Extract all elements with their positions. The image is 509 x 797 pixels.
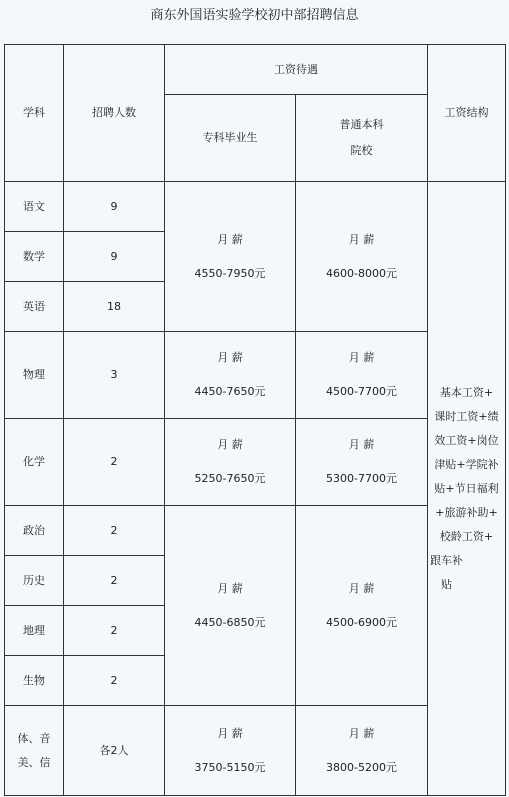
salary-label: 月 薪 (217, 232, 243, 246)
header-zhuanke: 专科毕业生 (165, 95, 296, 182)
subject-cell: 英语 (5, 282, 64, 332)
subject-cell: 生物 (5, 656, 64, 706)
salary-range: 3800-5200元 (326, 760, 397, 774)
salary-cell-zhuanke (165, 419, 296, 506)
salary-cell-benke (296, 506, 428, 706)
structure-line: 课时工资+绩 (434, 409, 499, 423)
count-cell: 9 (64, 232, 165, 282)
header-benke (296, 95, 428, 182)
count-cell: 2 (64, 656, 165, 706)
salary-range: 5300-7700元 (326, 472, 397, 485)
structure-line: 校龄工资+ (439, 529, 494, 543)
salary-range: 4450-6850元 (194, 615, 266, 629)
header-salary-group: 工资待遇 (165, 45, 428, 95)
subject-cell: 物理 (5, 332, 64, 419)
salary-range: 4500-7700元 (326, 385, 397, 398)
count-cell: 9 (64, 182, 165, 232)
subject-line2: 美、信 (17, 755, 51, 769)
subject-line1: 体、音 (17, 731, 51, 745)
table-row (5, 182, 506, 232)
count-cell: 3 (64, 332, 165, 419)
header-benke-line1: 普通本科 (339, 118, 384, 131)
salary-label: 月 薪 (217, 581, 243, 595)
structure-line: 津贴+学院补 (434, 457, 499, 471)
structure-cell (428, 182, 506, 796)
subject-cell: 语文 (5, 182, 64, 232)
subject-cell: 数学 (5, 232, 64, 282)
count-cell: 2 (64, 419, 165, 506)
salary-label: 月 薪 (217, 726, 243, 740)
salary-label: 月 薪 (348, 232, 375, 246)
salary-range: 4550-7950元 (194, 266, 266, 280)
salary-cell-zhuanke (165, 706, 296, 796)
salary-cell-benke (296, 419, 428, 506)
salary-label: 月 薪 (348, 351, 375, 364)
salary-cell-benke (296, 182, 428, 332)
header-benke-line2: 院校 (350, 144, 373, 157)
salary-label: 月 薪 (348, 726, 375, 740)
count-cell: 2 (64, 506, 165, 556)
salary-cell-zhuanke (165, 182, 296, 332)
structure-line: 跟车补贴 (430, 553, 463, 591)
header-structure: 工资结构 (428, 45, 506, 182)
subject-cell: 历史 (5, 556, 64, 606)
salary-cell-benke (296, 706, 428, 796)
salary-range: 4450-7650元 (194, 385, 266, 398)
salary-label: 月 薪 (217, 438, 243, 451)
subject-cell: 政治 (5, 506, 64, 556)
subject-cell (5, 706, 64, 796)
salary-label: 月 薪 (348, 438, 375, 451)
structure-line: 效工资+岗位 (434, 433, 499, 447)
subject-cell: 地理 (5, 606, 64, 656)
salary-range: 4600-8000元 (326, 266, 397, 280)
header-subject: 学科 (5, 45, 64, 182)
page-title: 商东外国语实验学校初中部招聘信息 (150, 8, 359, 23)
subject-cell: 化学 (5, 419, 64, 506)
structure-line: 基本工资+ (439, 385, 494, 399)
salary-label: 月 薪 (348, 581, 375, 595)
header-count: 招聘人数 (64, 45, 165, 182)
salary-range: 3750-5150元 (194, 760, 266, 774)
count-cell: 2 (64, 606, 165, 656)
structure-line: 贴+节日福利 (434, 481, 499, 495)
salary-cell-zhuanke (165, 506, 296, 706)
count-cell: 各2人 (64, 706, 165, 796)
count-cell: 18 (64, 282, 165, 332)
salary-cell-benke (296, 332, 428, 419)
count-cell: 2 (64, 556, 165, 606)
recruitment-table (4, 44, 506, 796)
salary-range: 5250-7650元 (194, 472, 266, 485)
salary-cell-zhuanke (165, 332, 296, 419)
structure-line: +旅游补助+ (435, 505, 498, 519)
salary-label: 月 薪 (217, 351, 243, 364)
salary-range: 4500-6900元 (326, 615, 397, 629)
